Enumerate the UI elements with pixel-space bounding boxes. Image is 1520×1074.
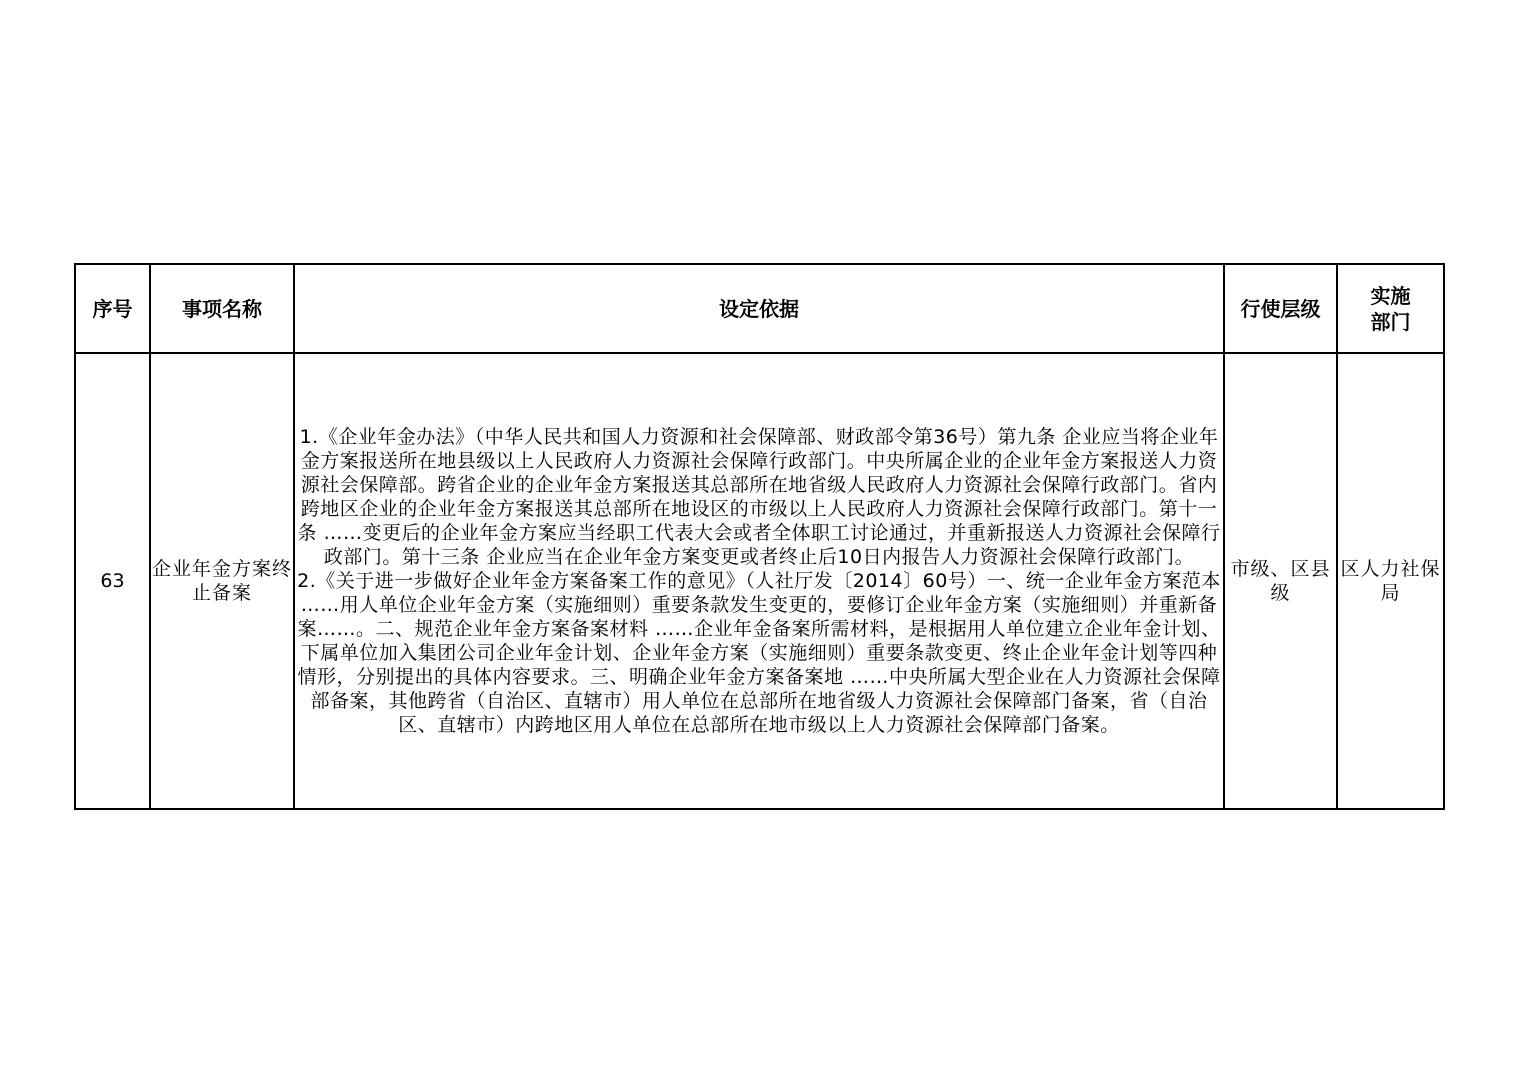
header-level: 行使层级 xyxy=(1224,264,1337,353)
basis-paragraph-2: 2.《关于进一步做好企业年金方案备案工作的意见》（人社厅发〔2014〕60号）一、统一企业年金方案范本 ……用人单位企业年金方案（实施细则）重要条款发生变更的，要修订企业年金方案（实施细则）并重新备案……。二、规范企业年金方案备案材料 ……企业年金备案所需材料，是根据用人单位建立企业年金计划、下属单位加入集团公司企业年金计划、企业年金方案（实施细则）重要条款变更、终止企业年金计划等四种情形，分别提出的具体内容要求。三、明确企业年金方案备案地 ……中央所属大型企业在人力资源社会保障部备案，其他跨省（自治区、直辖市）用人单位在总部所在地省级人力资源社会保障部门备案，省（自治区、直辖市）内跨地区用人单位在总部所在地市级以上人力资源社会保障部门备案。 xyxy=(297,570,1221,736)
cell-level: 市级、区县级 xyxy=(1224,353,1337,809)
header-dept-line1: 实施 xyxy=(1370,283,1411,308)
header-row xyxy=(75,264,1444,353)
header-name: 事项名称 xyxy=(150,264,294,353)
table-row xyxy=(75,353,1444,809)
header-basis: 设定依据 xyxy=(294,264,1224,353)
cell-seq: 63 xyxy=(75,353,150,809)
table-body xyxy=(75,353,1444,809)
header-seq: 序号 xyxy=(75,264,150,353)
header-dept xyxy=(1337,264,1444,353)
header-dept-line2: 部门 xyxy=(1370,309,1411,334)
cell-basis xyxy=(294,353,1224,809)
table-header xyxy=(75,264,1444,353)
basis-paragraph-1: 1.《企业年金办法》（中华人民共和国人力资源和社会保障部、财政部令第36号）第九条 企业应当将企业年金方案报送所在地县级以上人民政府人力资源社会保障行政部门。中央所属企业的企业年金方案报送人力资源社会保障部。跨省企业的企业年金方案报送其总部所在地省级人民政府人力资源社会保障行政部门。省内跨地区企业的企业年金方案报送其总部所在地设区的市级以上人民政府人力资源社会保障行政部门。第十一条 ……变更后的企业年金方案应当经职工代表大会或者全体职工讨论通过，并重新报送人力资源社会保障行政部门。第十三条 企业应当在企业年金方案变更或者终止后10日内报告人力资源社会保障行政部门。 xyxy=(297,426,1221,568)
matters-table xyxy=(74,263,1445,810)
cell-name: 企业年金方案终止备案 xyxy=(150,353,294,809)
cell-dept: 区人力社保局 xyxy=(1337,353,1444,809)
